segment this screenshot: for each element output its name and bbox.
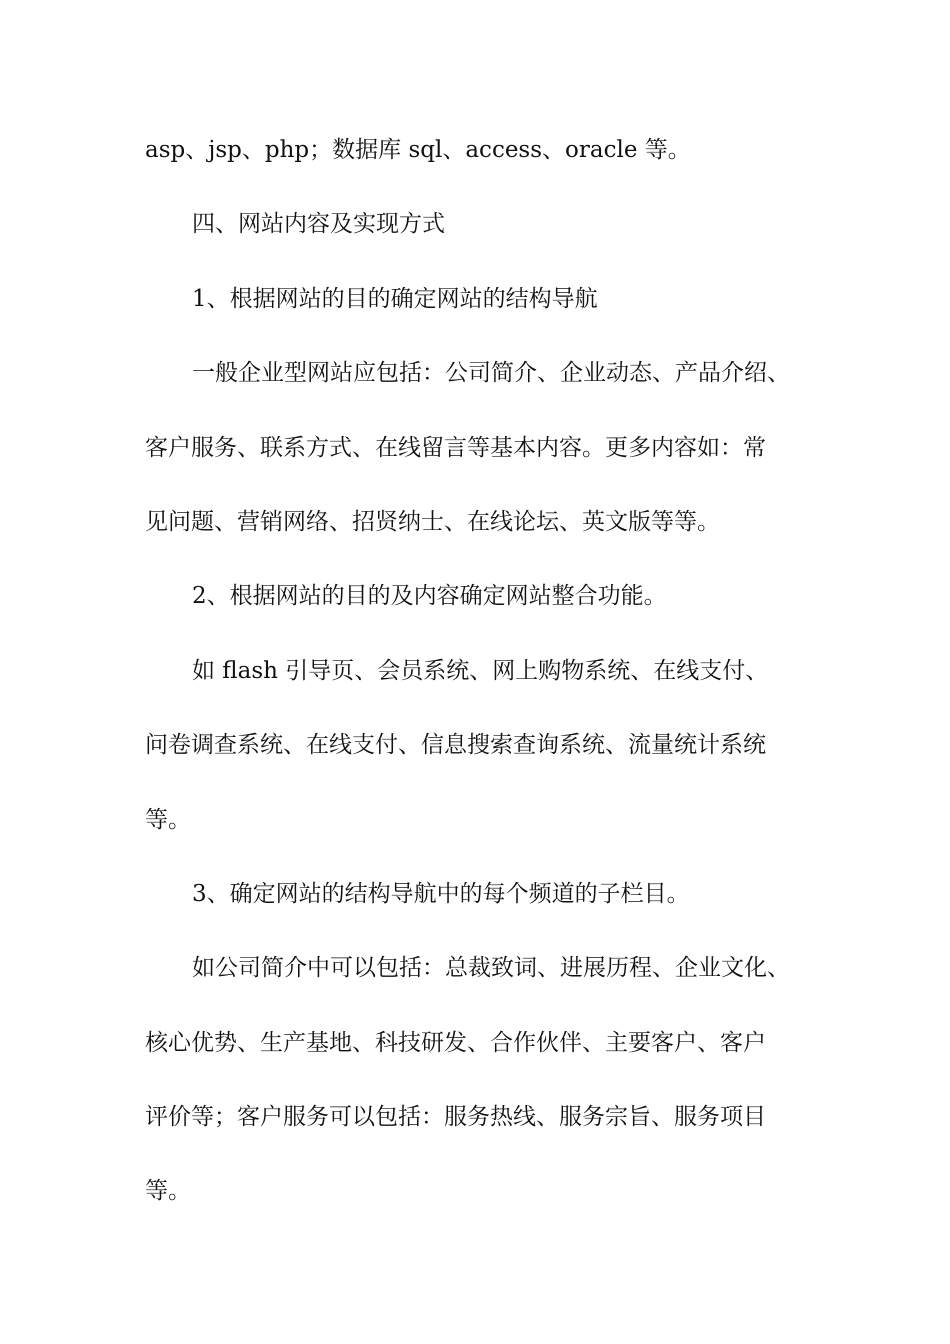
subsection-heading: 2、根据网站的目的及内容确定网站整合功能。	[192, 583, 667, 610]
text-line: 一般企业型网站应包括：公司简介、企业动态、产品介绍、	[192, 360, 790, 387]
text-line: 评价等；客户服务可以包括：服务热线、服务宗旨、服务项目	[145, 1104, 766, 1131]
text-line: 如 flash 引导页、会员系统、网上购物系统、在线支付、	[192, 657, 769, 684]
text-line: 客户服务、联系方式、在线留言等基本内容。更多内容如：常	[145, 434, 766, 461]
subsection-heading: 3、确定网站的结构导航中的每个频道的子栏目。	[192, 880, 690, 907]
text-line: asp、jsp、php；数据库 sql、access、oracle 等。	[145, 137, 691, 163]
section-heading: 四、网站内容及实现方式	[192, 211, 445, 238]
subsection-heading: 1、根据网站的目的确定网站的结构导航	[192, 285, 598, 312]
text-line: 如公司简介中可以包括：总裁致词、进展历程、企业文化、	[192, 955, 790, 982]
text-line: 等。	[145, 1178, 191, 1205]
text-line: 见问题、营销网络、招贤纳士、在线论坛、英文版等等。	[145, 508, 720, 535]
text-line: 问卷调查系统、在线支付、信息搜索查询系统、流量统计系统	[145, 732, 766, 759]
document-body	[145, 132, 815, 1248]
text-line: 核心优势、生产基地、科技研发、合作伙伴、主要客户、客户	[145, 1029, 766, 1056]
text-line: 等。	[145, 806, 191, 833]
